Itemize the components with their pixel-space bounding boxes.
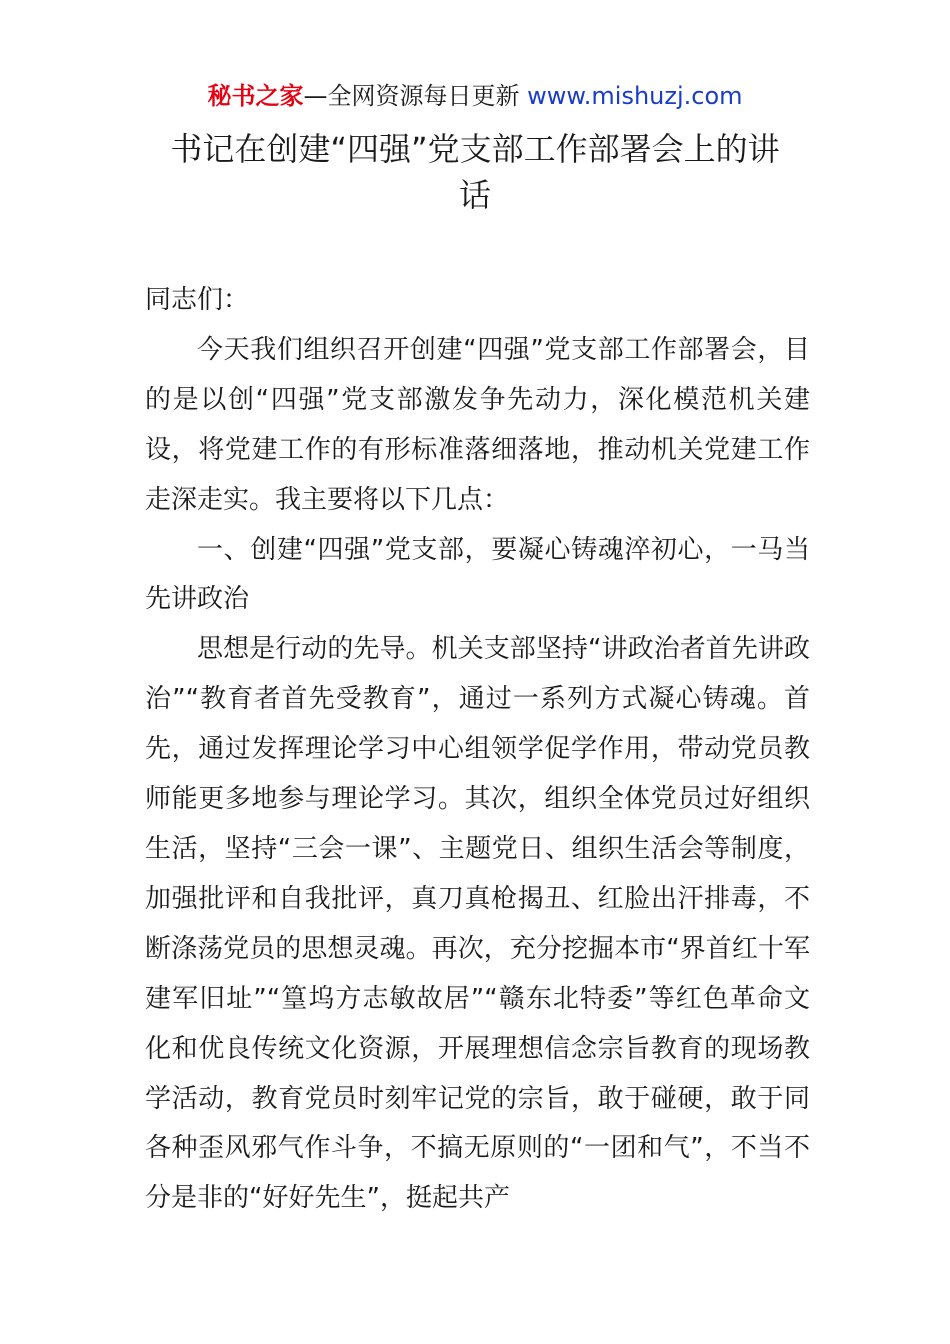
document-title: [0, 126, 950, 218]
title-line-2: 话: [458, 176, 491, 214]
site-url-link[interactable]: www.mishuzj.com: [527, 82, 743, 110]
paragraph-intro: 今天我们组织召开创建“四强”党支部工作部署会，目的是以创“四强”党支部激发争先动力，深化模范机关建设，将党建工作的有形标准落细落地，推动机关党建工作走深走实。我主要将以下几点：: [145, 334, 810, 515]
salutation: 同志们：: [145, 285, 250, 315]
paragraph-section-1: 思想是行动的先导。机关支部坚持“讲政治者首先讲政治”“教育者首先受教育”，通过一系列方式凝心铸魂。首先，通过发挥理论学习中心组领学促学作用，带动党员教师能更多地参与理论学习。其次，组织全体党员过好组织生活，坚持“三会一课”、主题党日、组织生活会等制度，加强批评和自我批评，真刀真枪揭丑、红脸出汗排毒，不断涤荡党员的思想灵魂。再次，充分挖掘本市“界首红十军建军旧址”“篁坞方志敏故居”“赣东北特委”等红色革命文化和优良传统文化资源，开展理想信念宗旨教育的现场教学活动，教育党员时刻牢记党的宗旨，敢于碰硬，敢于同各种歪风邪气作斗争，不搞无原则的“一团和气”，不当不分是非的“好好先生”，挺起共产: [145, 634, 810, 1214]
site-brand: 秘书之家: [207, 82, 304, 110]
section-heading-1: 一、创建“四强”党支部，要凝心铸魂淬初心，一马当先讲政治: [145, 534, 810, 615]
site-tagline: —全网资源每日更新: [303, 82, 528, 110]
document-body: [145, 276, 810, 1224]
title-line-1: 书记在创建“四强”党支部工作部署会上的讲: [170, 130, 780, 168]
site-header: [0, 80, 950, 112]
